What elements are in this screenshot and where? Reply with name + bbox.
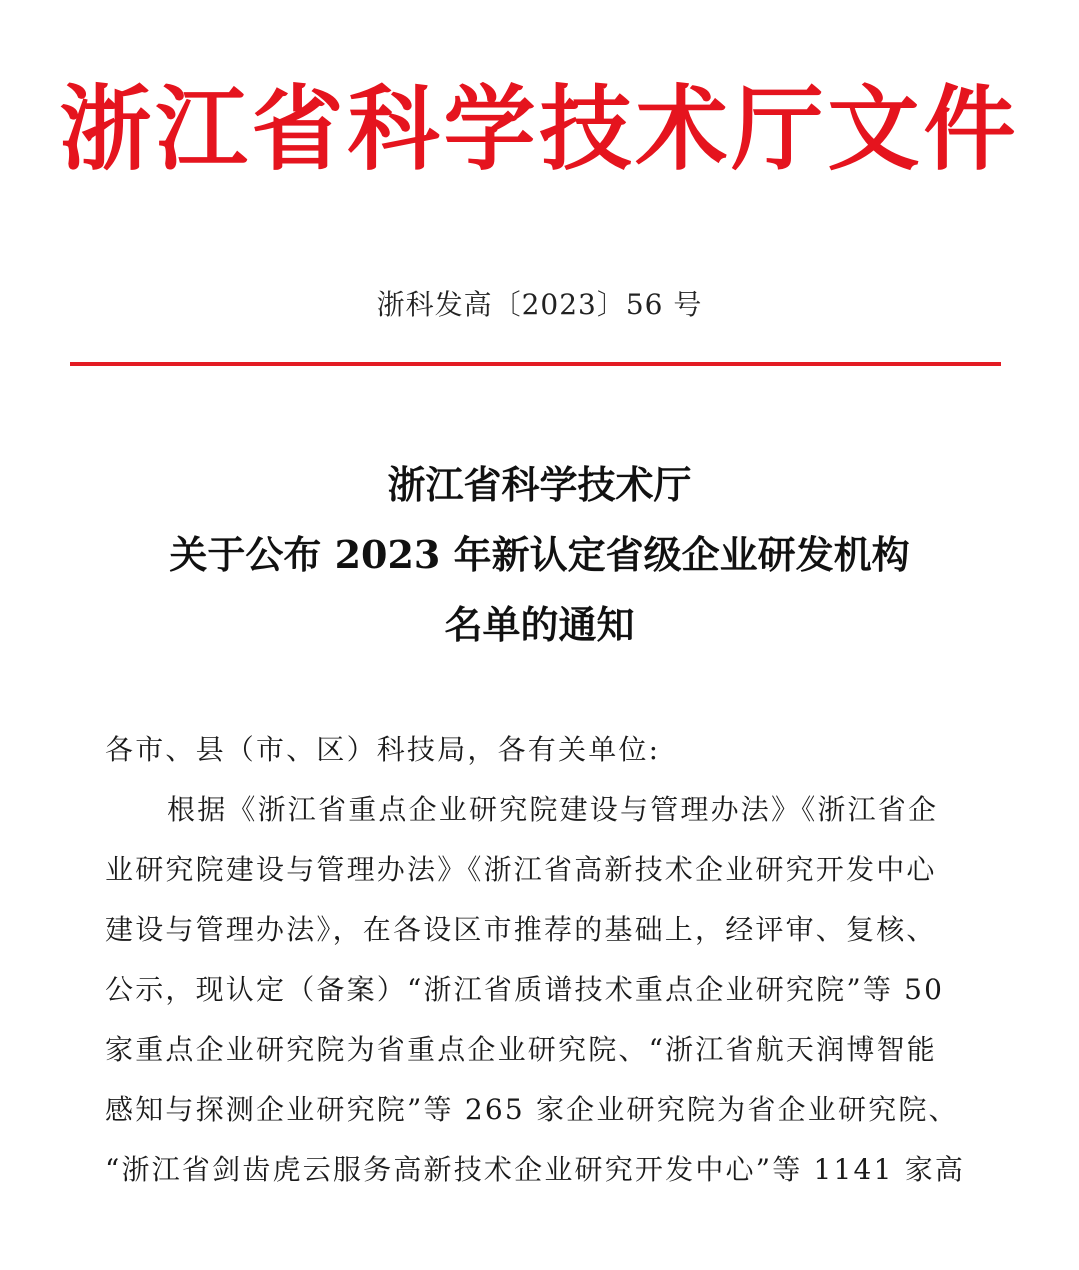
red-divider-line: [70, 362, 1001, 366]
notice-body: [105, 720, 985, 1200]
masthead-title: 浙江省科学技术厅文件: [59, 76, 1020, 183]
salutation: 各市、县（市、区）科技局，各有关单位:: [105, 733, 661, 766]
document-number: 浙科发高〔2023〕56 号: [376, 288, 703, 321]
body-line: 公示，现认定（备案）“浙江省质谱技术重点企业研究院”等 50: [105, 973, 945, 1006]
title-line: 浙江省科学技术厅: [387, 462, 692, 507]
body-line: 根据《浙江省重点企业研究院建设与管理办法》《浙江省企: [167, 793, 939, 826]
body-line: 感知与探测企业研究院”等 265 家企业研究院为省企业研究院、: [105, 1093, 959, 1126]
body-line: 家重点企业研究院为省重点企业研究院、“浙江省航天润博智能: [105, 1033, 937, 1066]
body-line: 建设与管理办法》，在各设区市推荐的基础上，经评审、复核、: [105, 913, 937, 946]
notice-title: [0, 450, 1079, 660]
title-line: 名单的通知: [444, 602, 635, 647]
body-line: 业研究院建设与管理办法》《浙江省高新技术企业研究开发中心: [105, 853, 937, 886]
title-line: 关于公布 2023 年新认定省级企业研发机构: [169, 532, 910, 577]
body-line: “浙江省剑齿虎云服务高新技术企业研究开发中心”等 1141 家高: [105, 1153, 966, 1186]
